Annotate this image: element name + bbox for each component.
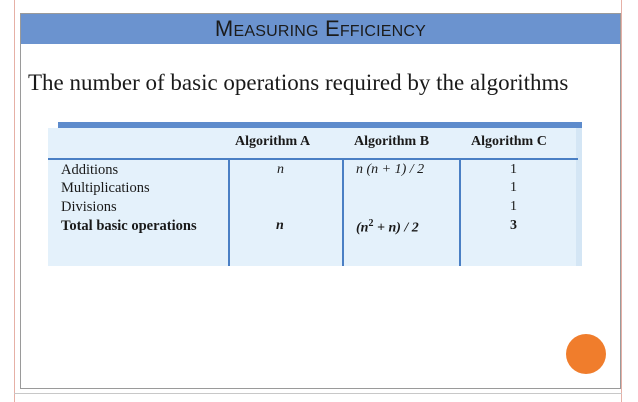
table-shadow <box>576 128 582 266</box>
row-label-multiplications: Multiplications <box>61 180 150 196</box>
cell-c-total: 3 <box>510 218 517 233</box>
row-label-total: Total basic operations <box>61 218 197 234</box>
page-edge-bottom <box>14 393 622 394</box>
slide-subtitle: The number of basic operations required by the algorithms <box>28 70 569 95</box>
row-label-divisions: Divisions <box>61 199 117 215</box>
cell-b-total: $(n^2 + n) / 2$ <box>356 218 419 236</box>
page-edge-left <box>14 0 15 402</box>
title-bar <box>21 14 620 44</box>
operations-table <box>48 122 582 268</box>
cell-c-divisions: 1 <box>510 199 517 214</box>
column-rule-c <box>459 160 461 266</box>
decorative-orange-circle <box>566 334 606 374</box>
cell-b-additions: n (n + 1) / 2 <box>356 162 425 177</box>
header-algorithm-b: Algorithm B <box>354 134 430 149</box>
title-cap-1: M <box>214 16 234 41</box>
page-edge-right <box>621 0 622 402</box>
title-cap-2: E <box>324 16 340 41</box>
cell-a-total: n <box>276 218 284 233</box>
column-rule-a <box>228 160 230 266</box>
cell-a-additions: n <box>277 162 284 177</box>
header-algorithm-a: Algorithm A <box>235 134 311 149</box>
title-rest-2: FFICIENCY <box>339 23 427 40</box>
header-rule <box>48 158 578 160</box>
slide-title <box>21 14 620 44</box>
row-label-additions: Additions <box>61 162 119 178</box>
cell-c-additions: 1 <box>510 162 517 177</box>
column-rule-b <box>342 160 344 266</box>
title-rest-1: EASURING <box>233 23 319 40</box>
header-algorithm-c: Algorithm C <box>471 134 547 149</box>
cell-c-multiplications: 1 <box>510 180 517 195</box>
